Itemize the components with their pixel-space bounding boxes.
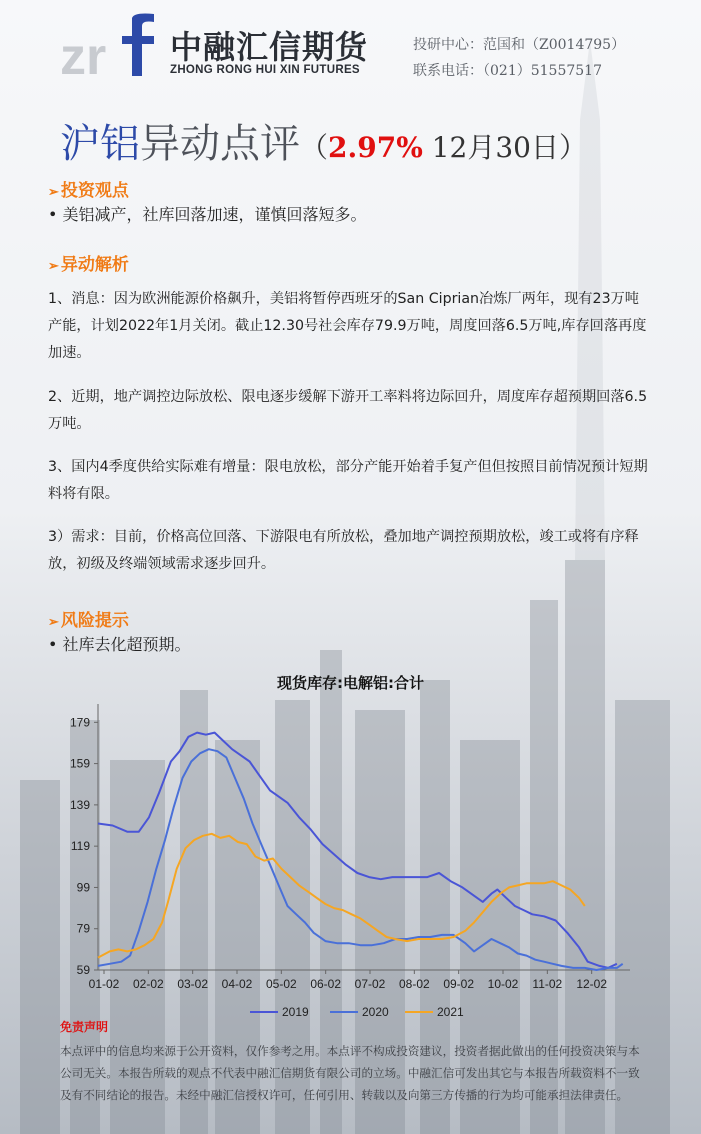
risk-bullet: • 社库去化超预期。 <box>48 635 191 654</box>
y-tick-label: 159 <box>69 756 90 771</box>
legend-label-2021: 2021 <box>437 1005 464 1019</box>
title-close-paren: ） <box>559 131 588 164</box>
series-line-2021 <box>98 834 585 958</box>
svg-text:zr: zr <box>60 28 107 80</box>
x-tick-label: 07-02 <box>354 977 386 991</box>
title-product: 沪铝 <box>60 121 140 167</box>
analysis-paragraph-3: 3、国内4季度供给实际难有增量：限电放松，部分产能开始着手复产但但按照目前情况预计短期料将有限。 <box>48 459 648 502</box>
arrow-icon: ➢ <box>48 185 59 200</box>
title-date: 12月30日 <box>422 131 559 164</box>
logo-chinese-name: 中融汇信期货 <box>170 28 369 66</box>
series-line-2020 <box>98 749 623 970</box>
disclaimer-title: 免责声明 <box>60 1020 109 1034</box>
investment-view-bullet: • 美铝减产，社库回落加速，谨慎回落短多。 <box>48 205 367 224</box>
x-tick-label: 09-02 <box>443 977 475 991</box>
y-tick-label: 119 <box>70 839 90 854</box>
analysis-paragraph-2: 2、近期，地产调控边际放松、限电逐步缓解下游开工率料将边际回升，周度库存超预期回落6.5万吨。 <box>48 389 648 432</box>
x-tick-label: 06-02 <box>310 977 342 991</box>
title-topic: 异动点评 <box>140 121 300 167</box>
title-open-paren: （ <box>300 131 329 164</box>
research-center-line: 投研中心：范国和（Z0014795） <box>413 37 626 53</box>
analysis-paragraph-4: 3）需求：目前，价格高位回落、下游限电有所放松，叠加地产调控预期放松，竣工或将有序释放，初级及终端领域需求逐步回升。 <box>48 529 639 572</box>
disclaimer-body: 本点评中的信息均来源于公开资料，仅作参考之用。本点评不构成投资建议，投资者据此做出的任何投资决策与本公司无关。本报告所载的观点不代表中融汇信期货有限公司的立场。中融汇信可发出其它与本报告所载资料不一致及有不同结论的报告。未经中融汇信授权许可，任何引用、转载以及向第三方传播的行为均可能承担法律责任。 <box>60 1044 640 1102</box>
arrow-icon: ➢ <box>48 615 59 630</box>
legend-label-2020: 2020 <box>362 1005 389 1019</box>
arrow-icon: ➢ <box>48 259 59 274</box>
title-change-percent: 2.97% <box>328 131 423 164</box>
series-line-2019 <box>98 733 617 968</box>
x-tick-label: 02-02 <box>132 977 164 991</box>
y-tick-label: 99 <box>76 880 90 895</box>
y-tick-label: 59 <box>76 963 90 977</box>
x-tick-label: 10-02 <box>487 977 519 991</box>
section-heading-text: 异动解析 <box>60 255 129 275</box>
x-tick-label: 05-02 <box>265 977 297 991</box>
analysis-paragraph-1: 1、消息：因为欧洲能源价格飙升，美铝将暂停西班牙的San Ciprian冶炼厂两年，现有23万吨产能，计划2022年1月关闭。截止12.30号社会库存79.9万吨，周度回落6.5万吨,库存回落再度加速。 <box>48 291 647 361</box>
y-tick-label: 139 <box>69 797 90 812</box>
x-tick-label: 12-02 <box>576 977 608 991</box>
legend-label-2019: 2019 <box>282 1005 309 1019</box>
chart-title: 现货库存:电解铝:合计 <box>277 674 424 692</box>
phone-line: 联系电话：（021）51557517 <box>413 63 602 79</box>
section-heading-text: 风险提示 <box>60 611 129 631</box>
x-tick-label: 01-02 <box>88 977 120 991</box>
section-heading-text: 投资观点 <box>60 181 129 201</box>
x-tick-label: 03-02 <box>177 977 209 991</box>
x-tick-label: 04-02 <box>221 977 253 991</box>
x-tick-label: 11-02 <box>532 977 563 991</box>
y-tick-label: 79 <box>76 921 90 936</box>
y-tick-label: 179 <box>69 715 90 730</box>
logo-english-name: ZHONG RONG HUI XIN FUTURES <box>170 64 360 76</box>
x-tick-label: 08-02 <box>398 977 430 991</box>
